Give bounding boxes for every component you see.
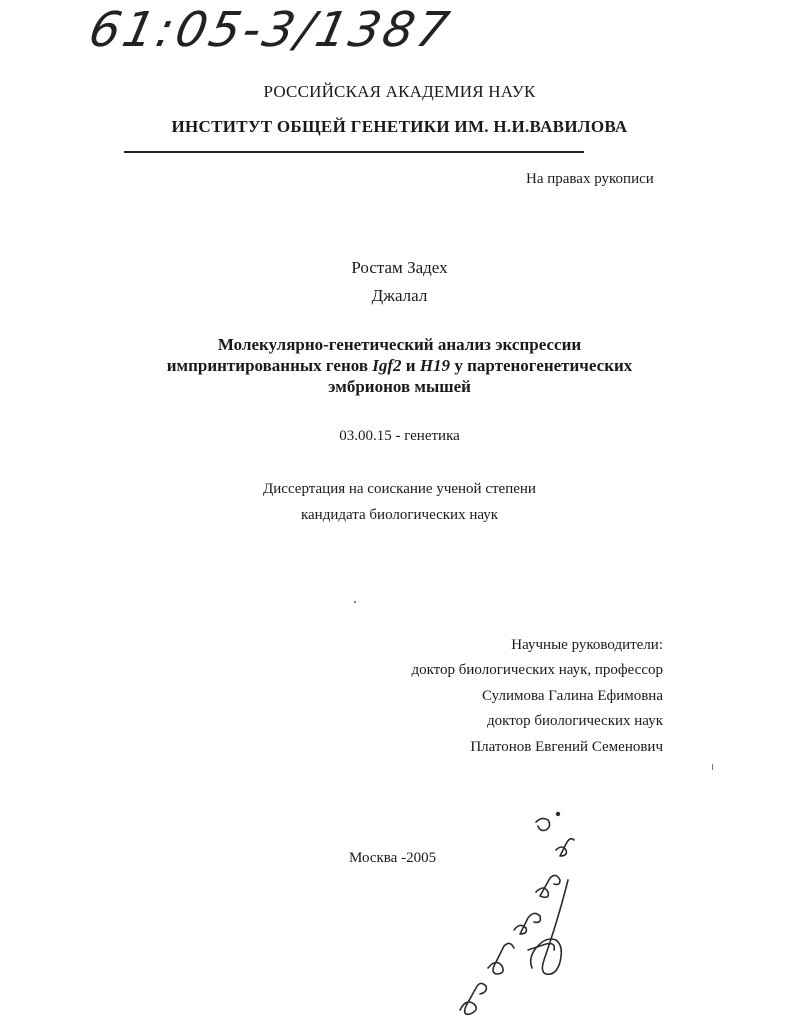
author-name: Ростам Задех <box>351 258 448 277</box>
handwritten-catalog-code: 61:05-3/1387 <box>84 2 457 58</box>
scan-mark <box>712 764 713 770</box>
supervisors-heading: Научные руководители: <box>511 637 663 653</box>
title-line-2 <box>0 355 799 376</box>
gene-igf2: Igf2 <box>372 356 402 375</box>
title-line-2-start: импринтированных генов <box>166 356 373 375</box>
scan-speck <box>354 601 356 603</box>
rights-note: На правах рукописи <box>526 171 654 187</box>
degree-line-1: Диссертация на соискание ученой степени <box>263 481 536 497</box>
header-divider <box>124 151 584 153</box>
specialty-code: 03.00.15 - генетика <box>339 428 460 444</box>
supervisor-2-title: доктор биологических наук <box>487 713 663 729</box>
title-conjunction: и <box>401 356 420 375</box>
supervisor-1-title: доктор биологических наук, профессор <box>411 662 663 678</box>
city-year: Москва -2005 <box>349 850 437 866</box>
degree-line-2: кандидата биологических наук <box>300 507 499 523</box>
title-line-2-end: у партеногенетических <box>450 356 633 375</box>
author-name-second-line: Джалал <box>371 286 428 305</box>
gene-h19: H19 <box>419 356 451 375</box>
institute-name: ИНСТИТУТ ОБЩЕЙ ГЕНЕТИКИ ИМ. Н.И.ВАВИЛОВА <box>171 117 628 136</box>
title-line-3: эмбрионов мышей <box>328 377 471 396</box>
handwritten-signature <box>440 800 620 1030</box>
title-line-1: Молекулярно-генетический анализ экспрессии <box>217 335 582 354</box>
academy-name: РОССИЙСКАЯ АКАДЕМИЯ НАУК <box>263 82 536 101</box>
supervisor-1-name: Сулимова Галина Ефимовна <box>482 688 663 704</box>
dissertation-title <box>0 334 799 397</box>
supervisor-2-name: Платонов Евгений Семенович <box>470 739 663 755</box>
